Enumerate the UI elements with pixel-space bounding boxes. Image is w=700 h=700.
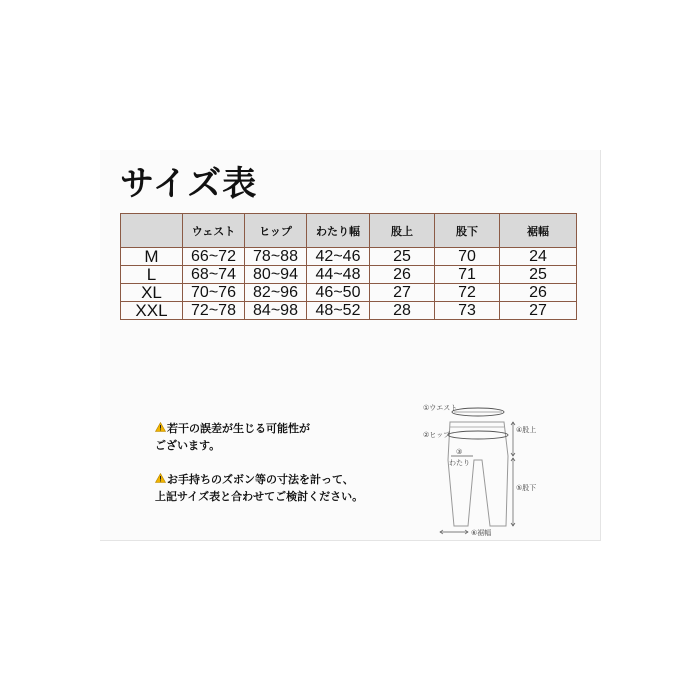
table-cell: 70 (435, 248, 500, 266)
table-cell: 68~74 (183, 266, 245, 284)
header-cell-inseam: 股下 (435, 214, 500, 248)
table-cell: 72 (435, 284, 500, 302)
warning-icon (155, 422, 166, 432)
size-cell: XXL (121, 302, 183, 320)
size-cell: XL (121, 284, 183, 302)
table-row (121, 284, 577, 302)
table-cell: 71 (435, 266, 500, 284)
table-cell: 28 (370, 302, 435, 320)
header-cell-thigh: わたり幅 (307, 214, 370, 248)
warning-icon (155, 473, 166, 483)
header-cell-hip: ヒップ (245, 214, 307, 248)
header-cell-waist: ウェスト (183, 214, 245, 248)
label-hip: ②ヒップ (423, 431, 451, 439)
header-cell-rise: 股上 (370, 214, 435, 248)
table-cell: 44~48 (307, 266, 370, 284)
note-line: 上記サイズ表と合わせてご検討ください。 (155, 490, 364, 503)
table-header-row (121, 214, 577, 248)
notes (155, 420, 415, 505)
table-row (121, 266, 577, 284)
size-table (120, 213, 577, 320)
table-cell: 25 (500, 266, 577, 284)
table-cell: 26 (500, 284, 577, 302)
table-cell: 26 (370, 266, 435, 284)
label-hem: ⑥裾幅 (471, 529, 492, 537)
page-title: サイズ表 (120, 164, 258, 204)
note-measure (155, 471, 415, 505)
size-cell: M (121, 248, 183, 266)
table-cell: 46~50 (307, 284, 370, 302)
table-cell: 24 (500, 248, 577, 266)
note-line: 若干の誤差が生じる可能性が (167, 422, 310, 435)
note-line: お手持ちのズボン等の寸法を計って、 (167, 473, 354, 486)
table-cell: 78~88 (245, 248, 307, 266)
hip-ellipse (448, 431, 508, 439)
table-cell: 66~72 (183, 248, 245, 266)
pants-measurement-diagram (410, 398, 540, 543)
table-cell: 84~98 (245, 302, 307, 320)
table-cell: 27 (500, 302, 577, 320)
label-rise: ④股上 (516, 426, 537, 434)
table-cell: 48~52 (307, 302, 370, 320)
table-cell: 82~96 (245, 284, 307, 302)
label-inseam: ⑤股下 (516, 484, 537, 492)
label-waist: ①ウエスト (423, 404, 458, 412)
table-cell: 27 (370, 284, 435, 302)
table-row (121, 302, 577, 320)
note-line: ございます。 (155, 439, 221, 452)
size-cell: L (121, 266, 183, 284)
table-cell: 25 (370, 248, 435, 266)
note-error-margin (155, 420, 415, 454)
table-cell: 72~78 (183, 302, 245, 320)
table-cell: 80~94 (245, 266, 307, 284)
header-cell-hem: 裾幅 (500, 214, 577, 248)
label-thigh: ③ (456, 448, 463, 456)
label-thigh-text: わたり (449, 459, 470, 467)
table-cell: 70~76 (183, 284, 245, 302)
header-cell-corner (121, 214, 183, 248)
table-cell: 42~46 (307, 248, 370, 266)
table-cell: 73 (435, 302, 500, 320)
table-row (121, 248, 577, 266)
